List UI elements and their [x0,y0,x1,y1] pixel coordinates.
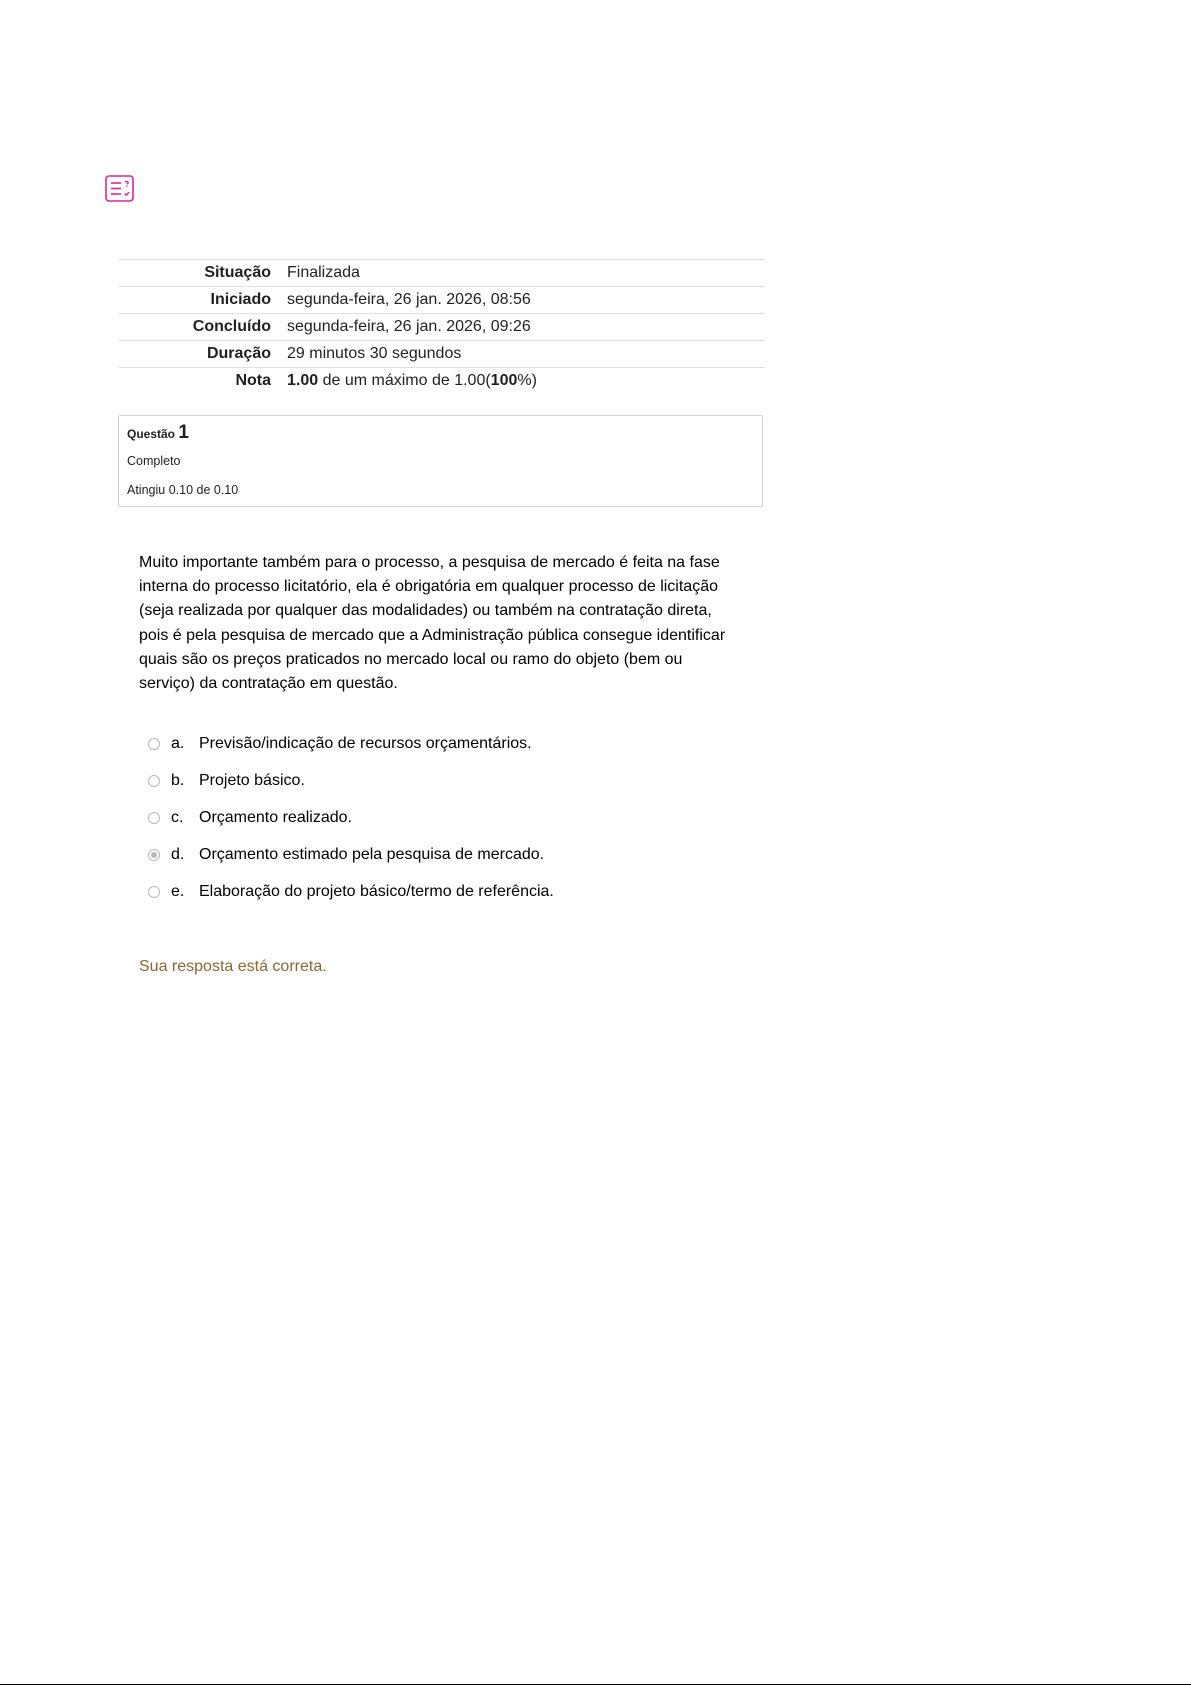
answer-letter: d. [171,845,185,863]
summary-label: Nota [235,372,271,390]
summary-row-concluido [118,314,765,341]
answer-options-list [148,725,768,910]
answer-letter: e. [171,882,185,900]
summary-value: 29 minutos 30 segundos [287,345,462,362]
answer-feedback: Sua resposta está correta. [139,958,327,975]
summary-row-duracao [118,341,765,368]
answer-option-c[interactable] [148,799,768,836]
radio-button-b[interactable] [148,775,160,787]
summary-row-nota [118,368,765,395]
answer-letter: b. [171,771,185,789]
radio-button-e[interactable] [148,886,160,898]
answer-text: Elaboração do projeto básico/termo de referência. [199,882,554,900]
summary-row-iniciado [118,287,765,314]
radio-button-d-selected[interactable] [148,849,160,861]
question-state: Completo [127,454,181,468]
answer-option-a[interactable] [148,725,768,762]
grade-middle: de um máximo de 1.00( [318,372,491,390]
answer-text: Projeto básico. [199,771,305,789]
answer-letter: c. [171,808,184,826]
quiz-icon [105,175,134,202]
answer-text: Orçamento estimado pela pesquisa de mercado. [199,845,545,863]
answer-option-b[interactable] [148,762,768,799]
summary-value: segunda-feira, 26 jan. 2026, 08:56 [287,291,531,308]
attempt-summary-table [118,259,765,395]
summary-label: Concluído [192,318,271,335]
question-label: Questão [127,427,179,441]
summary-label: Duração [206,345,271,362]
summary-grade-value [287,368,765,395]
grade-score: 1.00 [287,372,319,390]
question-text: Muito importante também para o processo, a pesquisa de mercado é feita na fase interna do processo licitatório, ela é obrigatória em qualquer processo de licitação (seja realizada por qualquer das modalidades) ou também na contratação direta, pois é pela pesquisa de mercado que a Administração pública consegue identificar quais são os preços praticados no mercado local ou ramo do objeto (bem ou serviço) da contratação em questão. [139,554,726,693]
question-info-box [118,415,763,507]
summary-label: Iniciado [210,291,271,308]
question-number-line [127,422,189,444]
summary-label: Situação [204,264,271,281]
answer-option-d[interactable] [148,836,768,873]
answer-text: Orçamento realizado. [199,808,352,826]
answer-text: Previsão/indicação de recursos orçamentários. [199,734,532,752]
answer-option-e[interactable] [148,873,768,910]
summary-value: segunda-feira, 26 jan. 2026, 09:26 [287,318,531,335]
grade-percent: 100 [490,372,518,390]
radio-button-c[interactable] [148,812,160,824]
radio-button-a[interactable] [148,738,160,750]
grade-suffix: %) [517,372,537,390]
summary-row-situacao [118,260,765,287]
question-number: 1 [178,422,189,443]
question-grade: Atingiu 0.10 de 0.10 [127,483,239,497]
answer-letter: a. [171,734,185,752]
summary-value: Finalizada [287,264,360,281]
